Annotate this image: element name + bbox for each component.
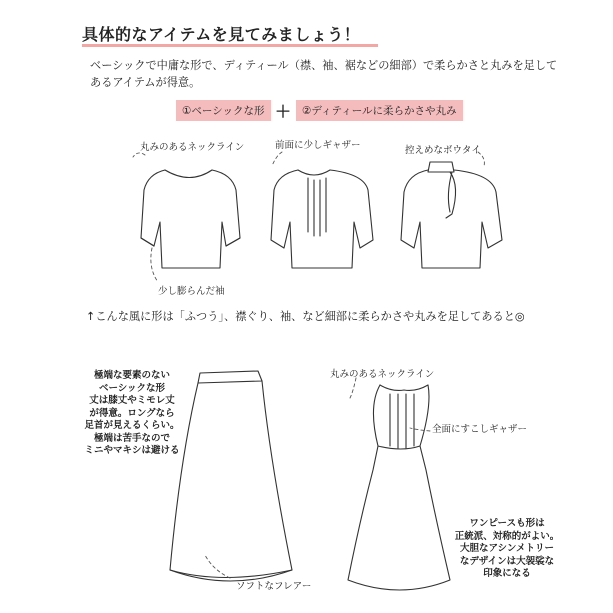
sleeveless-dress bbox=[348, 385, 450, 590]
skirt-note-line: 極端な要素のない bbox=[93, 370, 170, 381]
pointer-flare bbox=[205, 555, 230, 578]
dress-note-line: 正統派、対称的がよい。 bbox=[454, 530, 560, 542]
skirt-note-line: 極端は苦手なので bbox=[93, 432, 170, 444]
label-round-neckline: 丸みのあるネックライン bbox=[140, 142, 245, 153]
tag-basic-shape: ①ベーシックな形 bbox=[176, 100, 271, 121]
dress-note-line: なデザインは大袈裟な bbox=[459, 555, 555, 567]
pointer-sleeve bbox=[151, 248, 158, 282]
label-front-gather: 前面に少しギャザー bbox=[275, 140, 361, 151]
skirt-note-line: 足首が見えるくらい。 bbox=[84, 420, 180, 431]
pointer-dress-neckline bbox=[350, 378, 356, 398]
skirt-note-line: が得意。ロングなら bbox=[89, 407, 175, 419]
intro-text: ベーシックで中庸な形で、ディティール（襟、袖、裾などの細部）で柔らかさと丸みを足してあるアイテムが得意。 bbox=[90, 59, 558, 89]
skirt-note-line: ミニやマキシは避ける bbox=[84, 445, 180, 456]
plus-sign: ＋ bbox=[275, 102, 292, 121]
dress-note-line: 大胆なアシンメトリー bbox=[459, 543, 555, 554]
blouse-round-neck bbox=[141, 170, 240, 268]
label-bowtie: 控えめなボウタイ bbox=[405, 145, 481, 156]
note-details: ↑こんな風に形は「ふつう」、襟ぐり、袖、など細部に柔らかさや丸みを足してあると◎ bbox=[86, 310, 525, 323]
blouse-front-gather bbox=[271, 170, 373, 268]
flare-skirt bbox=[170, 371, 292, 581]
dress-note-line: ワンピースも形は bbox=[469, 518, 545, 529]
pointer-dress-gather bbox=[410, 428, 430, 431]
skirt-note-line: 丈は膝丈やミモレ丈 bbox=[89, 395, 175, 406]
blouse-bowtie bbox=[401, 162, 502, 268]
label-dress-neckline: 丸みのあるネックライン bbox=[330, 369, 435, 380]
dress-note-line: 印象になる bbox=[483, 568, 531, 579]
label-puff-sleeve: 少し膨らんだ袖 bbox=[158, 286, 225, 297]
pointer-bowtie bbox=[478, 152, 484, 166]
pointer-gather bbox=[272, 152, 282, 166]
skirt-note-line: ベーシックな形 bbox=[98, 382, 166, 394]
tag-soft-detail: ②ディティールに柔らかさや丸み bbox=[296, 100, 463, 121]
pointer-neckline bbox=[133, 153, 145, 157]
page-heading: 具体的なアイテムを見てみましょう！ bbox=[82, 25, 361, 44]
label-dress-gather: 全面にすこしギャザー bbox=[432, 424, 528, 435]
label-soft-flare: ソフトなフレアー bbox=[236, 581, 312, 592]
